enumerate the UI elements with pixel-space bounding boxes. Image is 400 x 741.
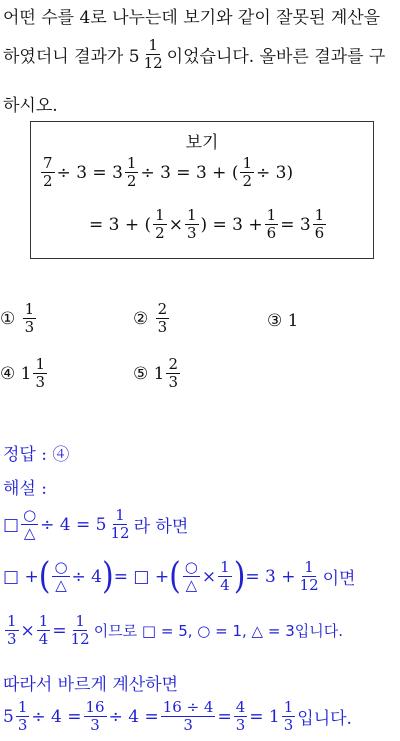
choice-4[interactable]: ④ 1 $\frac{1}{3}$ bbox=[0, 355, 46, 391]
problem-line-2: 하였더니 결과가 5 $\frac{1}{12}$ 이었습니다. 올바른 결과를 구 bbox=[3, 36, 386, 72]
solution-line-2: □ + ( $\frac{○}{\triangle}$ ÷ 4 ) = □ + ( $\frac{○}{\triangle}$ × $\frac{1}{4}$ ) = 3 + $\frac{1}{12}$ 이면 bbox=[3, 554, 356, 597]
example-row-1: $\frac{7}{2}$ ÷ 3 = 3 $\frac{1}{2}$ ÷ 3 = 3 + ( $\frac{1}{2}$ ÷ 3) bbox=[43, 154, 294, 190]
problem-line-1: 어떤 수를 4로 나누는데 보기와 같이 잘못된 계산을 bbox=[3, 8, 381, 28]
solution-line-5: 5 $\frac{1}{3}$ ÷ 4 = $\frac{16}{3}$ ÷ 4 = $\frac{16 \div 4}{3}$ = $\frac{4}{3}$ = 1 $\frac{1}{3}$ 입니다. bbox=[3, 698, 352, 734]
solution-line-3: $\frac{1}{3}$ × $\frac{1}{4}$ = $\frac{1}{12}$ 이므로 □ = 5, ○ = 1, △ = 3입니다. bbox=[7, 612, 343, 648]
result-fraction: $\frac{1}{12}$ bbox=[143, 36, 163, 72]
choice-1[interactable]: ① $\frac{1}{3}$ bbox=[0, 300, 35, 336]
solution-line-4: 따라서 바르게 계산하면 bbox=[3, 675, 179, 695]
problem-line-3: 하시오. bbox=[3, 96, 58, 116]
choice-3[interactable]: ③ 1 bbox=[267, 311, 299, 331]
answer-label: 정답 : ④ bbox=[3, 445, 70, 465]
solution-line-1: □ $\frac{○}{\triangle}$ ÷ 4 = 5 $\frac{1}{12}$ 라 하면 bbox=[3, 506, 189, 542]
explanation-label: 해설 : bbox=[3, 479, 47, 499]
example-title: 보기 bbox=[185, 133, 219, 153]
choice-2[interactable]: ② $\frac{2}{3}$ bbox=[133, 300, 168, 336]
example-row-2: = 3 + ( $\frac{1}{2}$ × $\frac{1}{3}$ ) = 3 + $\frac{1}{6}$ = 3 $\frac{1}{6}$ bbox=[89, 206, 325, 242]
choice-5[interactable]: ⑤ 1 $\frac{2}{3}$ bbox=[133, 355, 179, 391]
example-box bbox=[30, 121, 374, 259]
